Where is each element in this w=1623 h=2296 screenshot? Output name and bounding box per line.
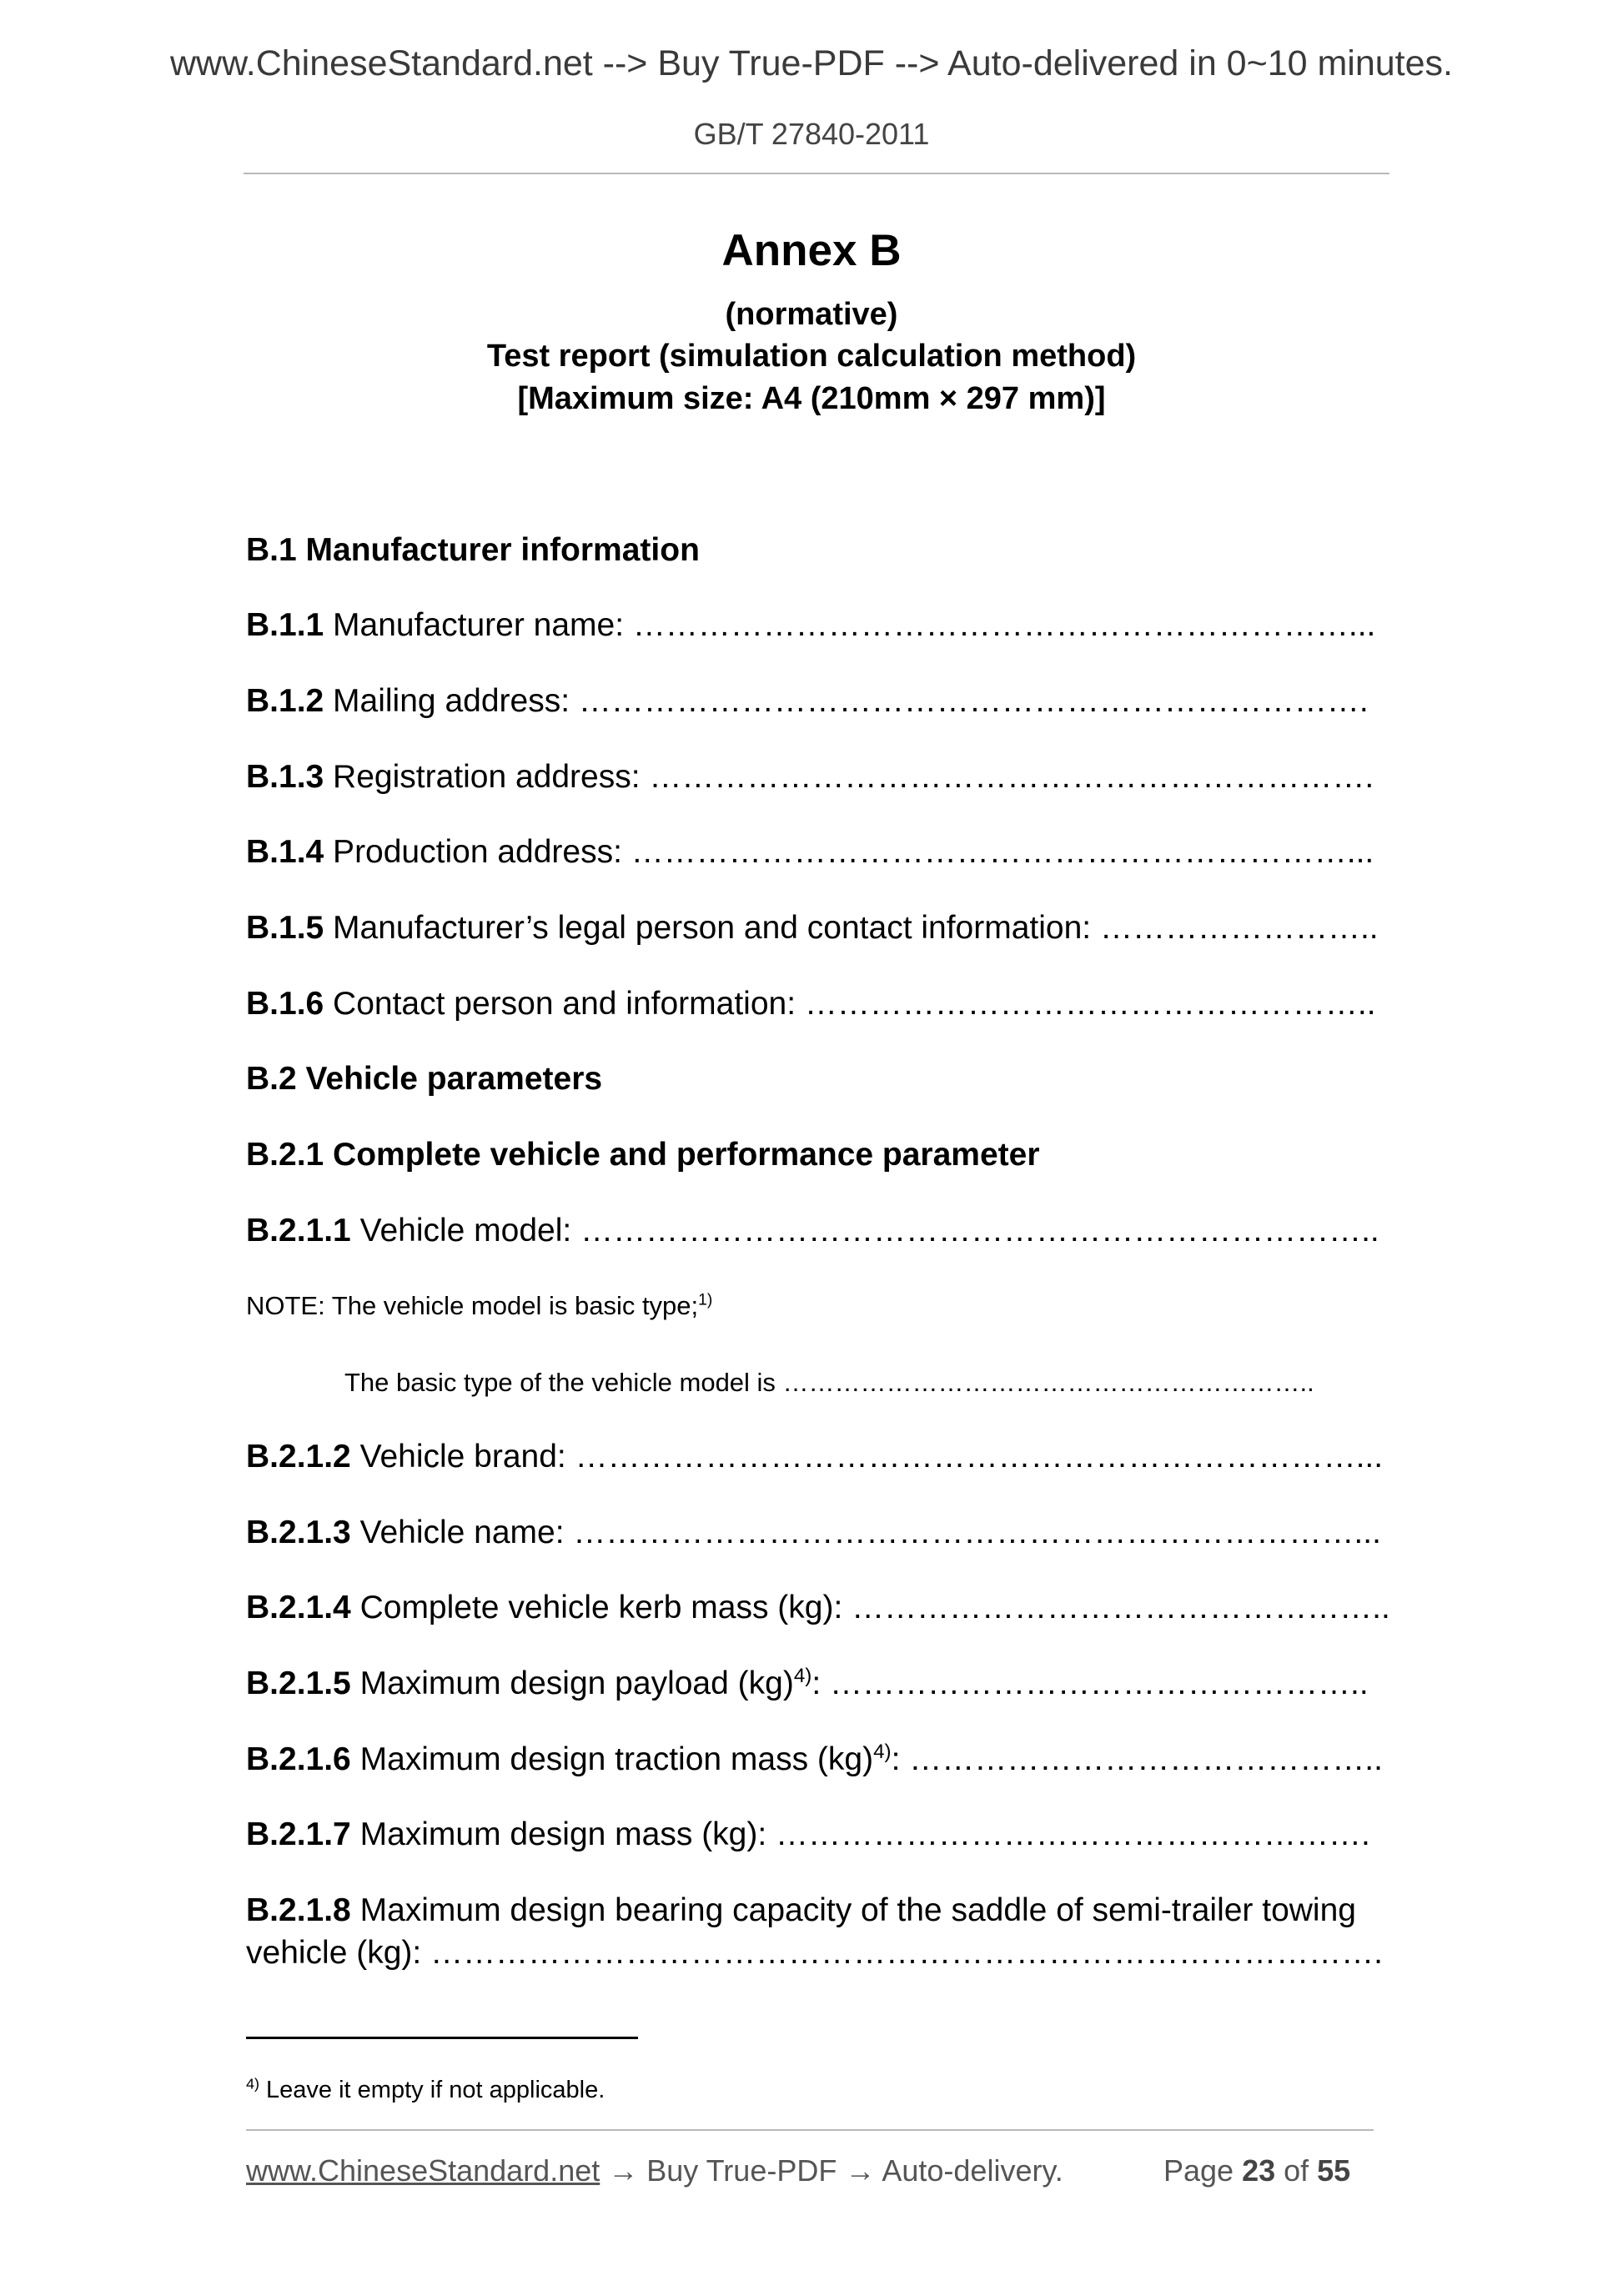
footer-divider [246, 2129, 1374, 2131]
annex-size: [Maximum size: A4 (210mm × 297 mm)] [517, 381, 1106, 416]
field-vehicle-name: B.2.1.3 Vehicle name: ………………………………………………………………... [246, 1515, 1381, 1550]
field-saddle-capacity-cont: vehicle (kg): ……………………………………………………………………………. [246, 1935, 1383, 1971]
note-basic-type: NOTE: The vehicle model is basic type;$^{1)}$ [246, 1291, 713, 1320]
document-code: GB/T 27840-2011 [693, 117, 930, 151]
footer-buy-link[interactable]: Buy True-PDF [646, 2153, 837, 2188]
note-basic-type-detail: The basic type of the vehicle model is …………………………………………………….. [344, 1368, 1314, 1397]
page-indicator: Page 23 of 55 [1163, 2153, 1351, 2188]
field-kerb-mass: B.2.1.4 Complete vehicle kerb mass (kg): ………………………………………….. [246, 1590, 1390, 1625]
field-registration-address: B.1.3 Registration address: …………………………………………………………. [246, 759, 1374, 795]
top-banner[interactable]: www.ChineseStandard.net --> Buy True-PDF --> Auto-delivered in 0~10 minutes. [169, 43, 1453, 83]
field-manufacturer-name: B.1.1 Manufacturer name: …………………………………………………………... [246, 607, 1376, 643]
footnote-ref: 1) [698, 1291, 713, 1309]
total-pages: 55 [1317, 2153, 1351, 2188]
annex-title: Annex B [721, 226, 902, 275]
field-production-address: B.1.4 Production address: …………………………………………………………... [246, 834, 1374, 870]
footnote: $^{4)}$ Leave it empty if not applicable. [246, 2075, 605, 2103]
field-vehicle-model: B.2.1.1 Vehicle model: ……………………………………………………………….. [246, 1213, 1379, 1248]
field-vehicle-brand: B.2.1.2 Vehicle brand: ………………………………………………………………... [246, 1439, 1384, 1475]
field-contact-person: B.1.6 Contact person and information: …………………………………………….. [246, 986, 1376, 1022]
annex-type: (normative) [725, 297, 898, 332]
annex-subtitle: Test report (simulation calculation method) [486, 339, 1137, 374]
footnote-ref: 4) [793, 1665, 812, 1687]
footer-nav: www.ChineseStandard.net → Buy True-PDF → Auto-delivery. [246, 2153, 1063, 2188]
field-design-mass: B.2.1.7 Maximum design mass (kg): ………………………………………………. [246, 1816, 1370, 1852]
section-b1-heading: B.1 Manufacturer information [246, 532, 700, 568]
field-traction-mass: B.2.1.6 Maximum design traction mass (kg)$^{4)}$: …………………………………….. [246, 1741, 1383, 1777]
field-legal-person: B.1.5 Manufacturer’s legal person and contact information: …………………….. [246, 910, 1379, 946]
footnote-ref: 4) [873, 1741, 892, 1763]
footnote-divider [246, 2037, 638, 2039]
footer-delivery: Auto-delivery. [882, 2153, 1063, 2188]
field-design-payload: B.2.1.5 Maximum design payload (kg)$^{4)}$: ………………………………………….. [246, 1665, 1369, 1701]
section-b2-heading: B.2 Vehicle parameters [246, 1061, 603, 1097]
field-saddle-capacity: B.2.1.8 Maximum design bearing capacity of the saddle of semi-trailer towing [246, 1892, 1356, 1928]
footer-site-link[interactable]: www.ChineseStandard.net [246, 2153, 600, 2188]
field-mailing-address: B.1.2 Mailing address: ………………………………………………………………. [246, 683, 1369, 719]
section-b21-heading: B.2.1 Complete vehicle and performance parameter [246, 1137, 1040, 1173]
page-number: 23 [1242, 2153, 1276, 2188]
header-divider [244, 173, 1389, 174]
